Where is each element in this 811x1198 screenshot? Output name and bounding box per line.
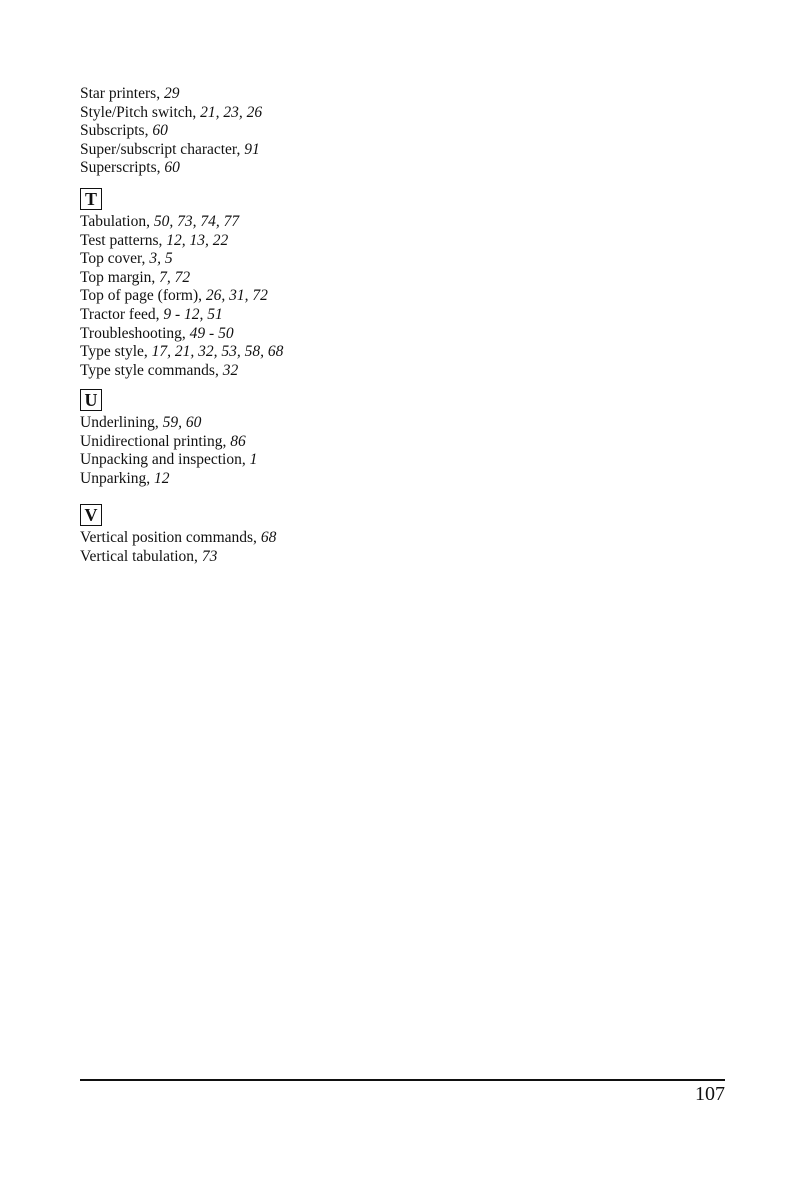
index-entry: Test patterns, 12, 13, 22	[80, 231, 229, 249]
index-entry: Unidirectional printing, 86	[80, 432, 246, 450]
index-entry: Tractor feed, 9 - 12, 51	[80, 305, 223, 323]
index-section-s	[80, 85, 262, 178]
index-entry: Underlining, 59, 60	[80, 414, 202, 431]
index-section-t	[80, 188, 283, 380]
index-entry: Super/subscript character, 91	[80, 140, 260, 158]
index-entry: Type style commands, 32	[80, 361, 239, 379]
index-section-u	[80, 389, 257, 488]
section-letter: T	[80, 188, 102, 210]
index-entry: Top margin, 7, 72	[80, 268, 191, 286]
index-entry: Unpacking and inspection, 1	[80, 451, 258, 469]
index-entry: Subscripts, 60	[80, 122, 168, 140]
footer-rule	[80, 1079, 725, 1081]
index-entry: Superscripts, 60	[80, 159, 180, 177]
section-letter: V	[80, 504, 102, 526]
index-entry: Top of page (form), 26, 31, 72	[80, 287, 268, 305]
index-entry: Top cover, 3, 5	[80, 250, 173, 268]
index-section-v	[80, 504, 276, 566]
index-entry: Style/Pitch switch, 21, 23, 26	[80, 103, 263, 121]
index-entry: Vertical position commands, 68	[80, 529, 277, 546]
index-entry: Unparking, 12	[80, 469, 170, 487]
index-entry: Troubleshooting, 49 - 50	[80, 324, 234, 342]
index-entry: Star printers, 29	[80, 85, 180, 102]
index-entry: Vertical tabulation, 73	[80, 547, 218, 565]
section-letter: U	[80, 389, 102, 411]
page-number: 107	[695, 1083, 725, 1105]
index-entry: Tabulation, 50, 73, 74, 77	[80, 213, 240, 230]
index-entry: Type style, 17, 21, 32, 53, 58, 68	[80, 343, 284, 361]
